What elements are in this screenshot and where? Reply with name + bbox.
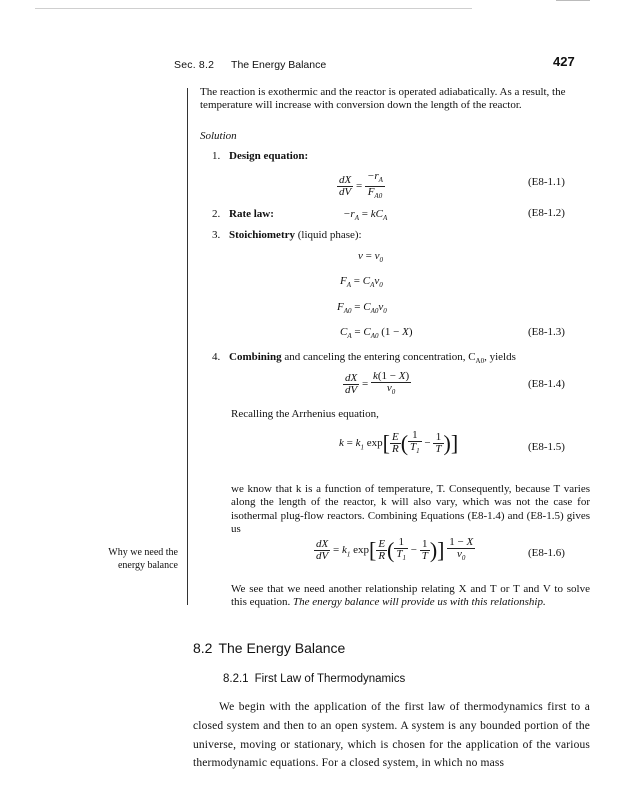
equation-volume: $v = v_0$ — [358, 250, 383, 265]
need-text-italic: The energy balance will provide us with this relationship. — [293, 596, 546, 609]
label-e8-1-1: (E8-1.1) — [528, 176, 565, 188]
step-suffix: (liquid phase): — [294, 229, 362, 241]
step-2 — [212, 208, 274, 220]
paragraph-need-energy-balance — [231, 583, 590, 610]
step-suffix-subscript: A0 — [475, 357, 485, 366]
step-title: Combining — [229, 351, 282, 363]
step-title: Design equation: — [229, 150, 309, 162]
equation-e8-1-4: $\frac{dX}{dV}$ = $\frac{k(1 - X)}{v_0}$ — [345, 370, 410, 397]
label-e8-1-4: (E8-1.4) — [528, 378, 565, 390]
subsection-heading — [223, 673, 405, 685]
step-suffix: and canceling the entering concentration, C — [281, 351, 476, 363]
example-sidebar-rule — [187, 88, 188, 605]
step-4 — [212, 351, 516, 365]
recall-text: Recalling the Arrhenius equation, — [231, 408, 379, 420]
margin-note: Why we need the energy balance — [108, 547, 178, 571]
top-mark — [556, 0, 590, 1]
paragraph-k-temperature: we know that k is a function of temperature, T. Consequently, because T varies along the length of the reactor, k will also vary, which was not the case for isothermal plug-flow reactors. Combining Equations (E8-1.4) and (E8-1.5) gives us — [231, 483, 590, 535]
section-heading — [193, 640, 345, 656]
equation-entering-flow: $F_{A0} = C_{A0}v_0$ — [337, 301, 387, 316]
running-header — [174, 59, 326, 71]
solution-label: Solution — [200, 130, 237, 142]
step-number: 4. — [212, 351, 221, 363]
step-number: 1. — [212, 150, 221, 162]
need-text: We see that we need another relationship relating X and T or T and V to solve this equation. — [231, 583, 590, 609]
header-title: The Energy Balance — [231, 59, 327, 71]
step-number: 3. — [212, 229, 221, 241]
step-3 — [212, 229, 362, 241]
step-title: Rate law: — [229, 208, 274, 220]
subsection-number: 8.2.1 — [223, 673, 249, 685]
step-suffix-end: , yields — [484, 351, 516, 363]
label-e8-1-6: (E8-1.6) — [528, 547, 565, 559]
page-number: 427 — [553, 54, 575, 69]
equation-e8-1-1: $\frac{dX}{dV}$ = $\frac{-r_A}{F_{A0}}$ — [339, 170, 383, 201]
equation-e8-1-3: $C_A = C_{A0}$ (1 − X) — [340, 326, 413, 341]
step-title: Stoichiometry — [229, 229, 295, 241]
equation-e8-1-6: $\frac{dX}{dV}$ = $k_1$ exp[ $\frac{E}{R}$ ( $\frac{1}{T_1}$ − $\frac{1}{T}$ )] $\frac{1 - X}{v_0}$ — [316, 536, 474, 563]
label-e8-1-5: (E8-1.5) — [528, 441, 565, 453]
section-title: The Energy Balance — [218, 640, 346, 656]
equation-e8-1-5: $k = k_1$ exp[ $\frac{E}{R}$ ( $\frac{1}{T_1}$ − $\frac{1}{T}$ )] — [339, 429, 459, 456]
header-section: Sec. 8.2 — [174, 59, 215, 71]
equation-e8-1-2: $-r_A = kC_A$ — [343, 208, 388, 223]
step-1 — [212, 150, 308, 162]
subsection-title: First Law of Thermodynamics — [254, 673, 406, 685]
top-rule — [35, 8, 472, 9]
body-paragraph: We begin with the application of the first law of thermodynamics first to a closed system and then to an open system. A system is any bounded portion of the universe, moving or stationary, which is chosen for the application of the various thermodynamic equations. For a closed system, in which no mass — [193, 701, 590, 770]
intro-paragraph: The reaction is exothermic and the reactor is operated adiabatically. As a result, the temperature will increase with conversion down the length of the reactor. — [200, 86, 566, 111]
section-number: 8.2 — [193, 640, 213, 656]
label-e8-1-3: (E8-1.3) — [528, 326, 565, 338]
step-number: 2. — [212, 208, 221, 220]
equation-molar-flow: $F_A = C_Av_0$ — [340, 275, 383, 290]
label-e8-1-2: (E8-1.2) — [528, 207, 565, 219]
